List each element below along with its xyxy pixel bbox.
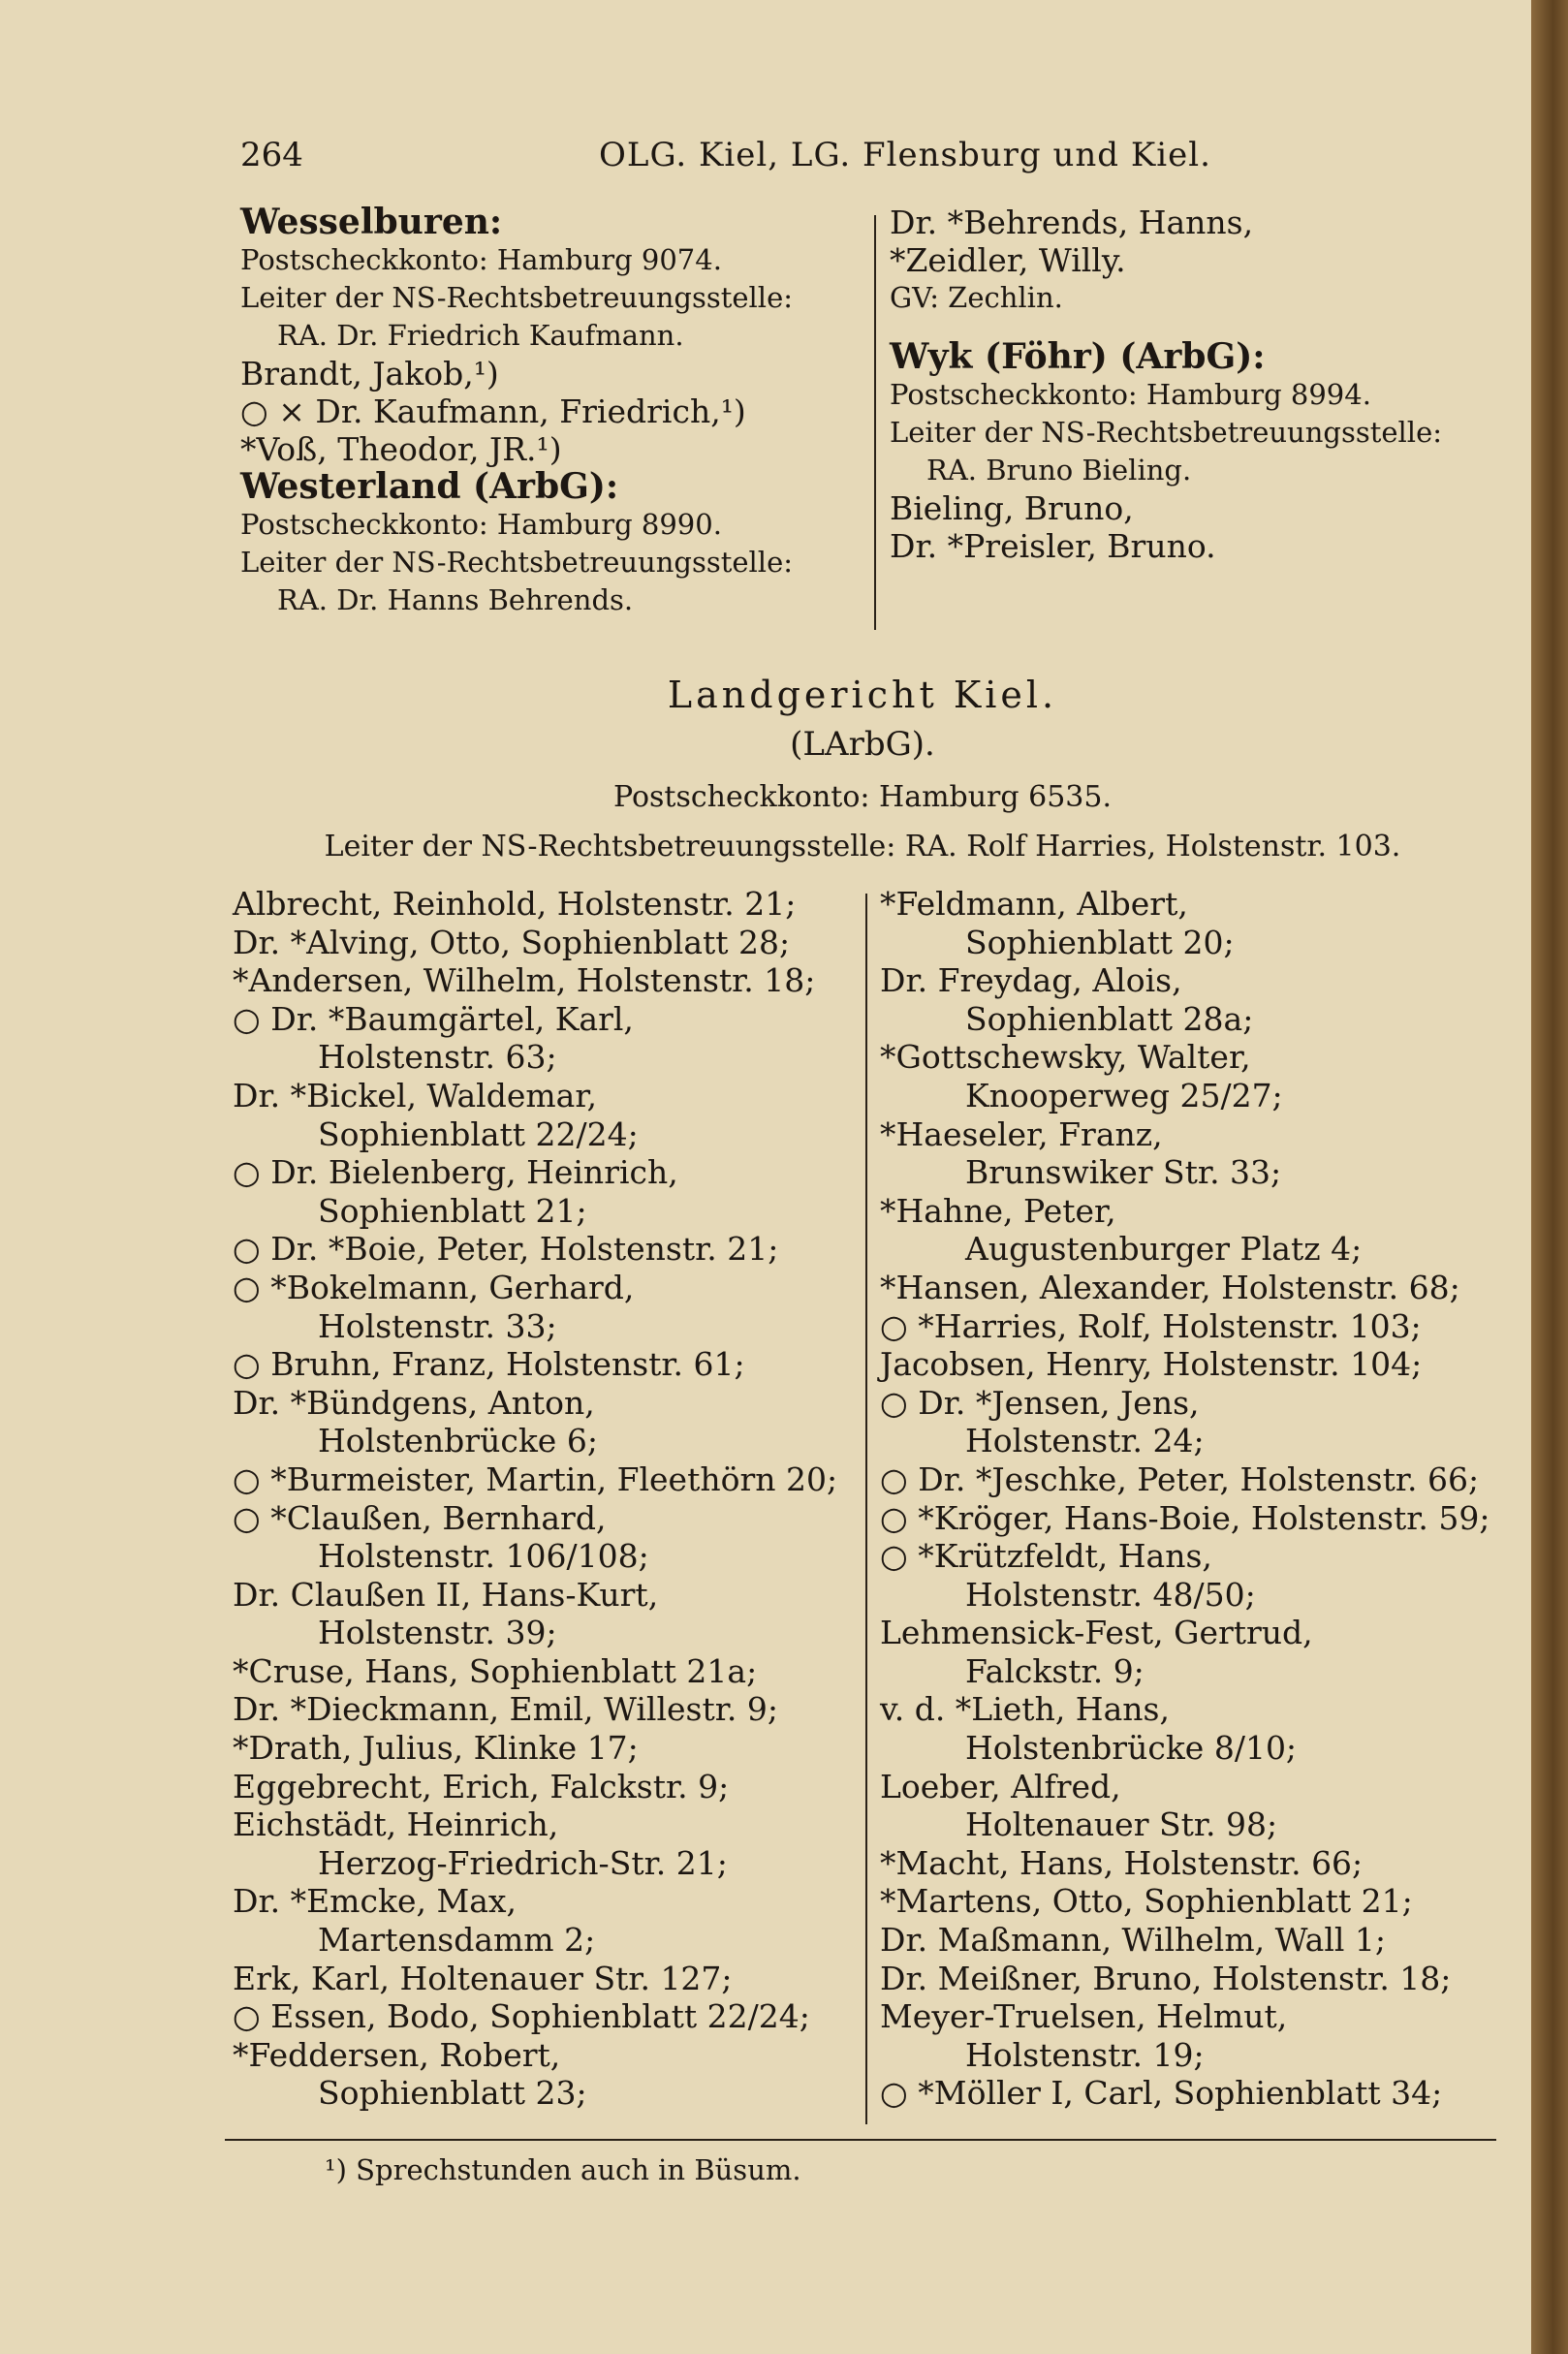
list-line: *Martens, Otto, Sophienblatt 21; — [880, 1882, 1413, 1921]
list-line: ○ *Claußen, Bernhard, — [233, 1498, 607, 1537]
page-number: 264 — [240, 136, 303, 174]
list-line: Postscheckkonto: Hamburg 8990. — [240, 508, 722, 541]
list-line: Herzog-Friedrich-Str. 21; — [318, 1843, 728, 1882]
list-line: Holstenstr. 106/108; — [318, 1537, 649, 1576]
list-line: *Haeseler, Franz, — [880, 1114, 1163, 1153]
list-line: Holstenstr. 39; — [318, 1614, 557, 1652]
list-line: Brandt, Jakob,¹) — [240, 355, 499, 392]
list-line: Augustenburger Platz 4; — [965, 1230, 1363, 1269]
list-line: ○ Dr. *Baumgärtel, Karl, — [233, 999, 634, 1038]
section-wyk-foehr — [890, 204, 1510, 565]
list-line: Eggebrecht, Erich, Falckstr. 9; — [233, 1767, 730, 1805]
list-line: ○ × Dr. Kaufmann, Friedrich,¹) — [240, 392, 746, 430]
list-line: Holstenstr. 33; — [318, 1306, 557, 1345]
list-line: RA. Dr. Friedrich Kaufmann. — [277, 319, 684, 352]
footnote-rule — [225, 2139, 1496, 2141]
list-line: Sophienblatt 23; — [318, 2074, 587, 2113]
list-line: *Drath, Julius, Klinke 17; — [233, 1729, 639, 1768]
list-line: ○ Essen, Bodo, Sophienblatt 22/24; — [233, 1997, 810, 2036]
list-line: *Hansen, Alexander, Holstenstr. 68; — [880, 1268, 1460, 1306]
list-line: ○ Dr. Bielenberg, Heinrich, — [233, 1153, 678, 1192]
list-line: ○ *Möller I, Carl, Sophienblatt 34; — [880, 2074, 1443, 2113]
list-line: ○ Dr. *Boie, Peter, Holstenstr. 21; — [233, 1230, 779, 1269]
list-line: *Gottschewsky, Walter, — [880, 1038, 1251, 1077]
list-line: Holstenbrücke 6; — [318, 1422, 598, 1460]
list-line: *Cruse, Hans, Sophienblatt 21a; — [233, 1651, 758, 1690]
list-line: Dr. Freydag, Alois, — [880, 961, 1182, 1000]
lawyer-list-right — [880, 885, 1520, 2113]
list-line: ○ *Harries, Rolf, Holstenstr. 103; — [880, 1306, 1422, 1345]
list-line: Postscheckkonto: Hamburg 8994. — [890, 378, 1371, 411]
list-line: Sophienblatt 22/24; — [318, 1114, 639, 1153]
list-line: Loeber, Alfred, — [880, 1767, 1121, 1805]
list-line: ○ Dr. *Jeschke, Peter, Holstenstr. 66; — [880, 1459, 1480, 1498]
section-heading: Wesselburen: — [240, 202, 503, 242]
list-line: *Zeidler, Willy. — [890, 241, 1126, 279]
column-divider — [865, 894, 867, 2124]
section-wesselburen-westerland — [240, 204, 861, 619]
list-line: Postscheckkonto: Hamburg 9074. — [240, 243, 722, 276]
list-line: Brunswiker Str. 33; — [965, 1153, 1282, 1192]
list-line: Dr. Meißner, Bruno, Holstenstr. 18; — [880, 1959, 1452, 1997]
section-heading: Wyk (Föhr) (ArbG): — [890, 336, 1266, 377]
book-spine — [1531, 0, 1568, 2354]
list-line: RA. Bruno Bieling. — [926, 454, 1192, 486]
list-line: Holstenstr. 24; — [965, 1422, 1205, 1460]
list-line: ○ *Burmeister, Martin, Fleethörn 20; — [233, 1459, 838, 1498]
list-line: *Feddersen, Robert, — [233, 2035, 561, 2074]
column-divider — [874, 215, 876, 630]
list-line: Holstenstr. 19; — [965, 2035, 1205, 2074]
running-header — [240, 136, 1500, 184]
court-leiter: Leiter der NS-Rechtsbetreuungsstelle: RA. Rolf Harries, Holstenstr. 103. — [324, 830, 1401, 863]
list-line: Dr. *Bickel, Waldemar, — [233, 1076, 597, 1114]
list-line: Dr. *Alving, Otto, Sophienblatt 28; — [233, 923, 791, 961]
lawyer-list-left — [233, 885, 862, 2113]
list-line: Falckstr. 9; — [965, 1651, 1145, 1690]
list-line: Erk, Karl, Holtenauer Str. 127; — [233, 1959, 733, 1997]
list-line: Eichstädt, Heinrich, — [233, 1805, 559, 1844]
list-line: *Macht, Hans, Holstenstr. 66; — [880, 1843, 1364, 1882]
list-line: Holstenbrücke 8/10; — [965, 1729, 1298, 1768]
list-line: Sophienblatt 20; — [965, 923, 1235, 961]
court-title: Landgericht Kiel. — [667, 674, 1058, 716]
list-line: Bieling, Bruno, — [890, 489, 1134, 527]
list-line: ○ *Bokelmann, Gerhard, — [233, 1268, 635, 1306]
list-line: Holtenauer Str. 98; — [965, 1805, 1278, 1844]
spacer — [890, 317, 1510, 338]
list-line: ○ Bruhn, Franz, Holstenstr. 61; — [233, 1345, 745, 1384]
list-line: Sophienblatt 28a; — [965, 999, 1254, 1038]
running-title: OLG. Kiel, LG. Flensburg und Kiel. — [599, 136, 1211, 174]
list-line: ○ *Krützfeldt, Hans, — [880, 1537, 1212, 1576]
list-line: RA. Dr. Hanns Behrends. — [277, 583, 634, 616]
court-subtitle: (LArbG). — [790, 725, 935, 764]
list-line: ○ Dr. *Jensen, Jens, — [880, 1383, 1200, 1422]
section-heading: Westerland (ArbG): — [240, 466, 619, 507]
court-postscheck: Postscheckkonto: Hamburg 6535. — [612, 780, 1113, 814]
list-line: *Hahne, Peter, — [880, 1191, 1116, 1230]
list-line: Leiter der NS-Rechtsbetreuungsstelle: — [240, 281, 794, 314]
list-line: Lehmensick-Fest, Gertrud, — [880, 1614, 1313, 1652]
list-line: Sophienblatt 21; — [318, 1191, 587, 1230]
list-line: v. d. *Lieth, Hans, — [880, 1690, 1170, 1729]
list-line: Martensdamm 2; — [318, 1921, 596, 1960]
list-line: Dr. *Emcke, Max, — [233, 1882, 517, 1921]
list-line: *Andersen, Wilhelm, Holstenstr. 18; — [233, 961, 816, 1000]
list-line: Dr. *Preisler, Bruno. — [890, 527, 1216, 565]
list-line: ○ *Kröger, Hans-Boie, Holstenstr. 59; — [880, 1498, 1490, 1537]
list-line: Meyer-Truelsen, Helmut, — [880, 1997, 1288, 2036]
list-line: Holstenstr. 63; — [318, 1038, 557, 1077]
footnote: ¹) Sprechstunden auch in Büsum. — [325, 2153, 801, 2186]
list-line: Holstenstr. 48/50; — [965, 1575, 1256, 1614]
list-line: Dr. *Dieckmann, Emil, Willestr. 9; — [233, 1690, 778, 1729]
list-line: Dr. Claußen II, Hans-Kurt, — [233, 1575, 659, 1614]
list-line: Albrecht, Reinhold, Holstenstr. 21; — [233, 885, 797, 923]
list-line: Jacobsen, Henry, Holstenstr. 104; — [880, 1345, 1423, 1384]
list-line: Dr. Maßmann, Wilhelm, Wall 1; — [880, 1921, 1387, 1960]
list-line: Leiter der NS-Rechtsbetreuungsstelle: — [890, 416, 1443, 449]
list-line: Dr. *Bündgens, Anton, — [233, 1383, 595, 1422]
list-line: Dr. *Behrends, Hanns, — [890, 204, 1254, 241]
list-line: Knooperweg 25/27; — [965, 1076, 1283, 1114]
list-line: Leiter der NS-Rechtsbetreuungsstelle: — [240, 546, 794, 579]
list-line: *Feldmann, Albert, — [880, 885, 1188, 923]
list-line: *Voß, Theodor, JR.¹) — [240, 430, 562, 468]
list-line: GV: Zechlin. — [890, 281, 1063, 314]
